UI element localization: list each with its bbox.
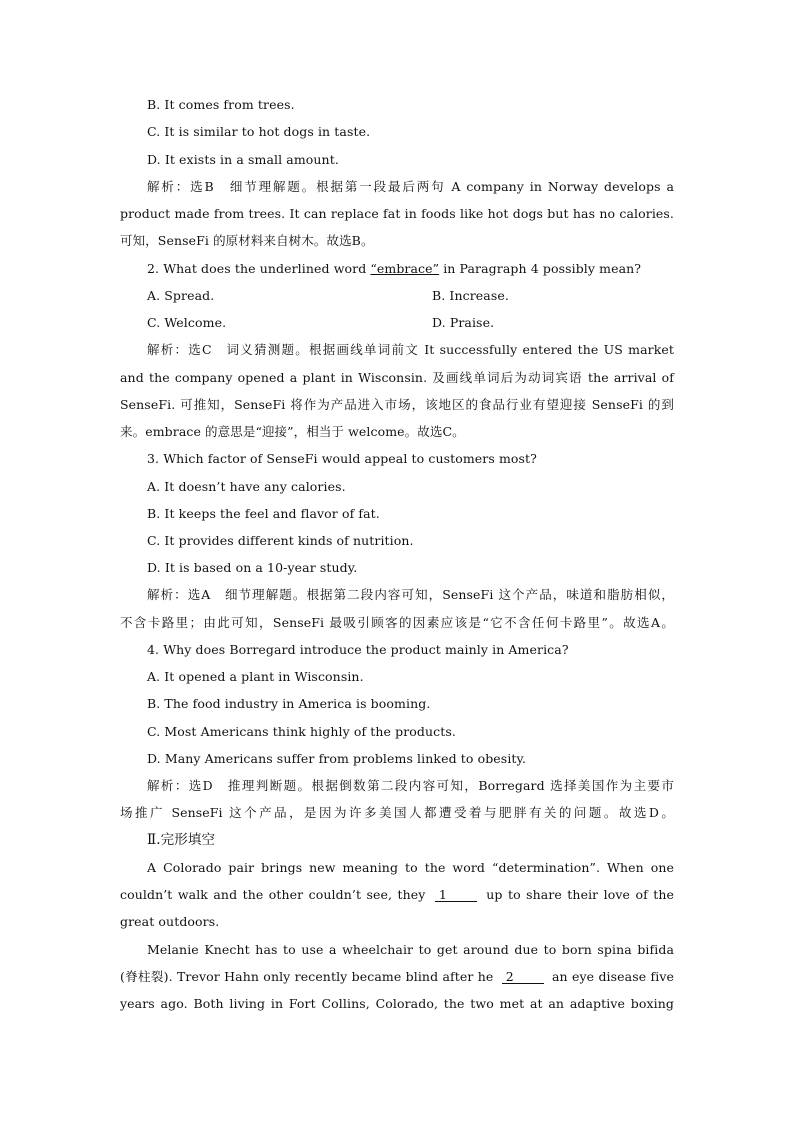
q2-option-c: C. Welcome. <box>147 315 227 330</box>
section-heading-cloze: Ⅱ.完形填空 <box>147 832 216 848</box>
cloze-p1-line-2-pre: couldn’t walk and the other couldn’t see, they <box>120 887 426 902</box>
q2-analysis-line-3: SenseFi. 可推知，SenseFi 将作为产品进入市场，该地区的食品行业有望迎接 SenseFi 的到 <box>120 397 674 412</box>
q1-analysis-line-2: product made from trees. It can replace fat in foods like hot dogs but has no calories. <box>120 206 674 221</box>
cloze-p2-line-3: years ago. Both living in Fort Collins, Colorado, the two met at an adaptive boxing <box>120 996 674 1011</box>
cloze-p2-line-2-pre: (脊柱裂). Trevor Hahn only recently became blind after he <box>120 969 494 984</box>
q4-option-d: D. Many Americans suffer from problems linked to obesity. <box>147 751 527 766</box>
q4-analysis-line-2: 场推广 SenseFi 这个产品，是因为许多美国人都遭受着与肥胖有关的问题。故选D。 <box>120 805 674 820</box>
q4-option-a: A. It opened a plant in Wisconsin. <box>147 669 364 684</box>
q2-option-b: B. Increase. <box>432 288 509 303</box>
q2-analysis-line-2: and the company opened a plant in Wisconsin. 及画线单词后为动词宾语 the arrival of <box>120 370 674 385</box>
q4-option-b: B. The food industry in America is booming. <box>147 696 431 711</box>
q1-analysis-line-1: 解析：选B 细节理解题。根据第一段最后两句 A company in Norway develops a <box>147 179 674 194</box>
cloze-blank-1: 1 <box>435 888 477 902</box>
q1-option-d: D. It exists in a small amount. <box>147 152 339 167</box>
q2-analysis-line-4: 来。embrace 的意思是“迎接”，相当于 welcome。故选C。 <box>120 424 465 439</box>
q1-option-c: C. It is similar to hot dogs in taste. <box>147 124 371 139</box>
q2-option-d: D. Praise. <box>432 315 495 330</box>
q2-analysis-line-1: 解析：选C 词义猜测题。根据画线单词前文 It successfully entered the US market <box>147 342 674 357</box>
q3-analysis-line-2: 不含卡路里；由此可知，SenseFi 最吸引顾客的因素应该是“它不含任何卡路里”。故选A。 <box>120 615 674 630</box>
q2-stem-pre: 2. What does the underlined word <box>147 261 371 276</box>
q1-option-b: B. It comes from trees. <box>147 97 295 112</box>
q3-option-d: D. It is based on a 10-year study. <box>147 560 358 575</box>
q1-analysis-line-3: 可知，SenseFi 的原材料来自树木。故选B。 <box>120 233 374 248</box>
q3-analysis-line-1: 解析：选A 细节理解题。根据第二段内容可知，SenseFi 这个产品，味道和脂肪相似， <box>147 587 674 602</box>
cloze-p1-line-3: great outdoors. <box>120 914 220 929</box>
q3-option-b: B. It keeps the feel and flavor of fat. <box>147 506 380 521</box>
q2-option-a: A. Spread. <box>147 288 215 303</box>
cloze-p1-line-2-post: up to share their love of the <box>486 887 675 902</box>
q3-option-a: A. It doesn’t have any calories. <box>147 479 346 494</box>
cloze-p2-line-2 <box>120 969 674 985</box>
cloze-p2-line-1: Melanie Knecht has to use a wheelchair to get around due to born spina bifida <box>147 942 674 957</box>
cloze-p1-line-1: A Colorado pair brings new meaning to the word “determination”. When one <box>147 860 674 875</box>
q2-underlined-word: “embrace” <box>370 261 440 276</box>
q4-option-c: C. Most Americans think highly of the products. <box>147 724 456 739</box>
q2-stem <box>147 261 641 277</box>
q3-option-c: C. It provides different kinds of nutrition. <box>147 533 414 548</box>
q4-stem: 4. Why does Borregard introduce the product mainly in America? <box>147 642 569 657</box>
cloze-p2-line-2-post: an eye disease five <box>552 969 674 984</box>
q4-analysis-line-1: 解析：选D 推理判断题。根据倒数第二段内容可知，Borregard 选择美国作为主要市 <box>147 778 674 793</box>
cloze-p1-line-2 <box>120 887 674 903</box>
q2-stem-post: in Paragraph 4 possibly mean? <box>439 261 642 276</box>
cloze-blank-2: 2 <box>502 970 544 984</box>
q3-stem: 3. Which factor of SenseFi would appeal to customers most? <box>147 451 537 466</box>
